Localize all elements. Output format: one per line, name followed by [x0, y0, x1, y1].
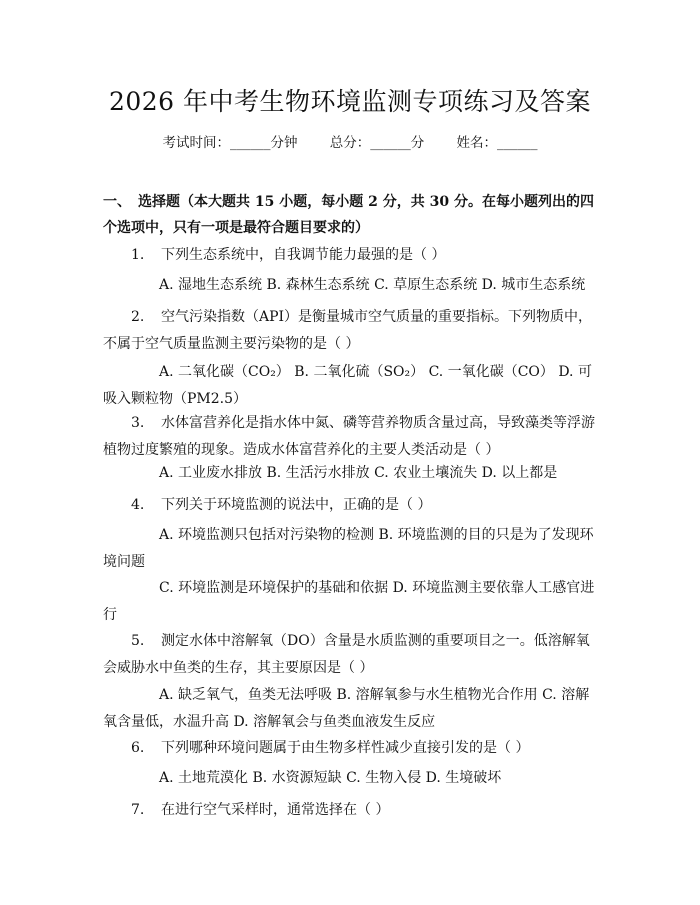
question-6-options: A. 土地荒漠化 B. 水资源短缺 C. 生物入侵 D. 生境破坏 — [159, 770, 502, 786]
question-number: 6. — [131, 740, 145, 756]
question-2-options: A. 二氧化碳（CO₂） B. 二氧化硫（SO₂） C. 一氧化碳（CO） D. 可吸入颗粒物（PM2.5） — [103, 364, 592, 407]
question-stem: 水体富营养化是指水体中氮、磷等营养物质含量过高，导致藻类等浮游植物过度繁殖的现象。造成水体富营养化的主要人类活动是（ ） — [103, 415, 595, 458]
question-number: 3. — [131, 415, 145, 431]
question-5-options: A. 缺乏氧气，鱼类无法呼吸 B. 溶解氧参与水生植物光合作用 C. 溶解氧含量低，水温升高 D. 溶解氧会与鱼类血液发生反应 — [103, 687, 590, 730]
question-1-options: A. 湿地生态系统 B. 森林生态系统 C. 草原生态系统 D. 城市生态系统 — [159, 277, 586, 293]
question-number: 2. — [131, 309, 145, 325]
question-4-options-b: C. 环境监测是环境保护的基础和依据 D. 环境监测主要依靠人工感官进行 — [103, 580, 595, 623]
question-stem: 下列哪种环境问题属于由生物多样性减少直接引发的是（ ） — [161, 740, 530, 756]
question-2 — [103, 304, 603, 358]
question-stem: 下列关于环境监测的说法中，正确的是（ ） — [161, 497, 432, 513]
question-stem: 在进行空气采样时，通常选择在（ ） — [161, 802, 390, 818]
section-heading: 一、 选择题（本大题共 15 小题，每小题 2 分，共 30 分。在每小题列出的四个选项中，只有一项是最符合题目要求的） — [103, 194, 594, 236]
total-score-field: 总分：______分 — [329, 135, 425, 151]
question-number: 1. — [131, 247, 145, 263]
question-1 — [103, 242, 603, 269]
question-3 — [103, 410, 603, 464]
page-title: 2026 年中考生物环境监测专项练习及答案 — [108, 87, 592, 116]
question-5 — [103, 628, 603, 682]
exam-info — [0, 131, 700, 151]
question-number: 4. — [131, 497, 145, 513]
question-6 — [103, 735, 603, 762]
question-number: 5. — [131, 633, 145, 649]
question-stem: 测定水体中溶解氧（DO）含量是水质监测的重要项目之一。低溶解氧会威胁水中鱼类的生存，其主要原因是（ ） — [103, 633, 590, 676]
question-7 — [103, 797, 603, 824]
question-3-options: A. 工业废水排放 B. 生活污水排放 C. 农业土壤流失 D. 以上都是 — [159, 465, 558, 481]
question-4-options-a: A. 环境监测只包括对污染物的检测 B. 环境监测的目的只是为了发现环境问题 — [103, 527, 594, 570]
question-stem: 空气污染指数（API）是衡量城市空气质量的重要指标。下列物质中，不属于空气质量监测主要污染物的是（ ） — [103, 309, 593, 352]
student-name-field: 姓名：______ — [456, 135, 538, 151]
exam-time-field: 考试时间：______分钟 — [162, 135, 298, 151]
question-number: 7. — [131, 802, 145, 818]
question-4 — [103, 492, 603, 519]
question-stem: 下列生态系统中，自我调节能力最强的是（ ） — [161, 247, 446, 263]
